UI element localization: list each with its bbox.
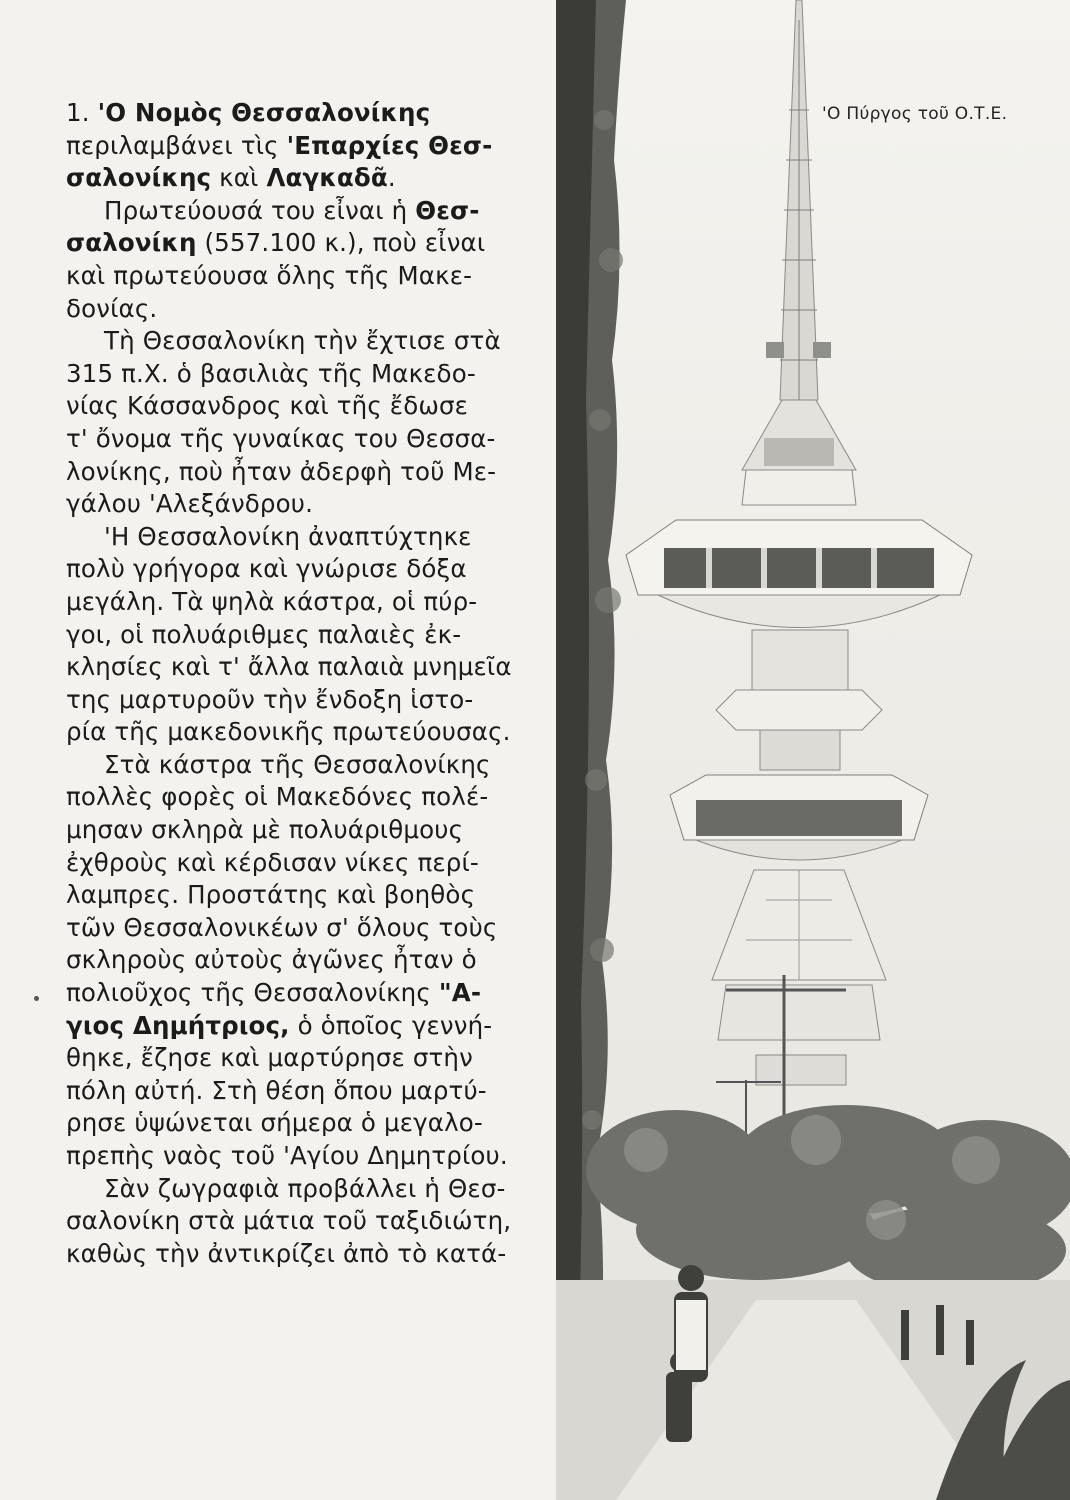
text-line xyxy=(66,1010,518,1043)
text-line xyxy=(66,325,518,358)
text-run: καθὼς τὴν ἀντικρίζει ἀπὸ τὸ κατά- xyxy=(66,1238,507,1268)
text-line xyxy=(66,130,518,163)
bold-term: Θεσ- xyxy=(415,195,480,225)
text-line xyxy=(66,586,518,619)
text-line xyxy=(66,749,518,782)
bold-term: Λαγκαδᾶ xyxy=(266,163,388,193)
bold-term: "Α- xyxy=(438,978,482,1008)
text-run: σκληροὺς αὐτοὺς ἀγῶνες ἦταν ὁ xyxy=(66,945,477,975)
text-run: πολὺ γρήγορα καὶ γνώρισε δόξα xyxy=(66,554,467,584)
text-run: περιλαμβάνει τὶς xyxy=(66,130,287,160)
text-line xyxy=(66,358,518,391)
text-line xyxy=(66,977,518,1010)
paragraph-p1 xyxy=(66,97,518,195)
text-line xyxy=(66,684,518,717)
text-run: τ' ὄνομα τῆς γυναίκας του Θεσσα- xyxy=(66,423,496,453)
text-line xyxy=(66,521,518,554)
text-run: ρησε ὑψώνεται σήμερα ὁ μεγαλο- xyxy=(66,1108,483,1138)
text-run: ἐχθροὺς καὶ κέρδισαν νίκες περί- xyxy=(66,847,479,877)
text-run: 'Η Θεσσαλονίκη ἀναπτύχτηκε xyxy=(104,521,472,551)
text-line xyxy=(66,97,518,130)
text-line xyxy=(66,553,518,586)
text-line xyxy=(66,260,518,293)
text-column xyxy=(66,97,518,1270)
text-line xyxy=(66,293,518,326)
text-run: (557.100 κ.), ποὺ εἶναι xyxy=(196,228,486,258)
text-line xyxy=(66,456,518,489)
margin-dot xyxy=(34,996,39,1001)
text-line xyxy=(66,1205,518,1238)
text-line xyxy=(66,1075,518,1108)
text-run: δονίας. xyxy=(66,293,158,323)
text-run: τῶν Θεσσαλονικέων σ' ὅλους τοὺς xyxy=(66,912,498,942)
text-run: γάλου 'Αλεξάνδρου. xyxy=(66,489,314,519)
text-run: Στὰ κάστρα τῆς Θεσσαλονίκης xyxy=(104,749,491,779)
text-run: 315 π.Χ. ὁ βασιλιὰς τῆς Μακεδο- xyxy=(66,358,476,388)
text-run: ρία τῆς μακεδονικῆς πρωτεύουσας. xyxy=(66,717,511,747)
text-run: μεγάλη. Τὰ ψηλὰ κάστρα, οἱ πύρ- xyxy=(66,586,478,616)
text-run: . xyxy=(387,163,396,193)
text-line xyxy=(66,814,518,847)
text-run: γοι, οἱ πολυάριθμες παλαιὲς ἐκ- xyxy=(66,619,462,649)
text-line xyxy=(66,1107,518,1140)
text-line xyxy=(66,227,518,260)
text-line xyxy=(66,390,518,423)
text-run: λαμπρες. Προστάτης καὶ βοηθὸς xyxy=(66,880,476,910)
paragraph-p4 xyxy=(66,521,518,749)
paragraph-p2 xyxy=(66,195,518,325)
tower-photo-illustration xyxy=(556,0,1070,1500)
text-run: ὁ ὁποῖος γεννή- xyxy=(289,1010,493,1040)
text-line xyxy=(66,488,518,521)
text-line xyxy=(66,879,518,912)
bold-term: γιος Δημήτριος, xyxy=(66,1010,290,1040)
text-line xyxy=(66,781,518,814)
text-run: νίας Κάσσανδρος καὶ τῆς ἔδωσε xyxy=(66,391,469,421)
text-run: σαλονίκη στὰ μάτια τοῦ ταξιδιώτη, xyxy=(66,1206,512,1236)
text-line xyxy=(66,619,518,652)
paragraph-p6 xyxy=(66,1173,518,1271)
text-run: Πρωτεύουσά του εἶναι ἡ xyxy=(104,195,416,225)
text-run: 1. xyxy=(66,98,98,127)
bold-term: σαλονίκη xyxy=(66,228,197,258)
bold-term: 'Επαρχίες Θεσ- xyxy=(286,130,493,160)
text-run: της μαρτυροῦν τὴν ἔνδοξη ἱστο- xyxy=(66,684,474,714)
text-line xyxy=(66,651,518,684)
text-run: θηκε, ἔζησε καὶ μαρτύρησε στὴν xyxy=(66,1043,473,1073)
text-line xyxy=(66,423,518,456)
photo-ote-tower xyxy=(556,0,1070,1500)
text-line xyxy=(66,1173,518,1206)
text-line xyxy=(66,195,518,228)
text-run: Σὰν ζωγραφιὰ προβάλλει ἡ Θεσ- xyxy=(104,1173,506,1203)
bold-term: 'Ο Νομὸς Θεσσαλονίκης xyxy=(97,98,431,127)
paragraph-p5 xyxy=(66,749,518,1173)
text-line xyxy=(66,944,518,977)
text-run: πολιοῦχος τῆς Θεσσαλονίκης xyxy=(66,978,439,1008)
text-run: πρεπὴς ναὸς τοῦ 'Αγίου Δημητρίου. xyxy=(66,1141,508,1170)
text-line xyxy=(66,1042,518,1075)
text-run: πολλὲς φορὲς οἱ Μακεδόνες πολέ- xyxy=(66,782,489,812)
text-run: Τὴ Θεσσαλονίκη τὴν ἔχτισε στὰ xyxy=(104,326,501,356)
photo-caption: 'Ο Πύργος τοῦ Ο.Τ.Ε. xyxy=(822,104,1008,124)
text-line xyxy=(66,912,518,945)
text-run: καὶ πρωτεύουσα ὅλης τῆς Μακε- xyxy=(66,260,473,290)
text-line xyxy=(66,1238,518,1271)
paragraph-p3 xyxy=(66,325,518,521)
text-line xyxy=(66,1140,518,1173)
text-run: καὶ xyxy=(211,163,267,193)
text-run: κλησίες καὶ τ' ἄλλα παλαιὰ μνημεῖα xyxy=(66,652,512,682)
text-line xyxy=(66,162,518,195)
bold-term: σαλονίκης xyxy=(66,163,212,193)
text-line xyxy=(66,847,518,880)
text-line xyxy=(66,716,518,749)
text-run: λονίκης, ποὺ ἦταν ἀδερφὴ τοῦ Με- xyxy=(66,456,497,486)
text-run: μησαν σκληρὰ μὲ πολυάριθμους xyxy=(66,815,464,845)
text-run: πόλη αὐτή. Στὴ θέση ὅπου μαρτύ- xyxy=(66,1075,487,1105)
